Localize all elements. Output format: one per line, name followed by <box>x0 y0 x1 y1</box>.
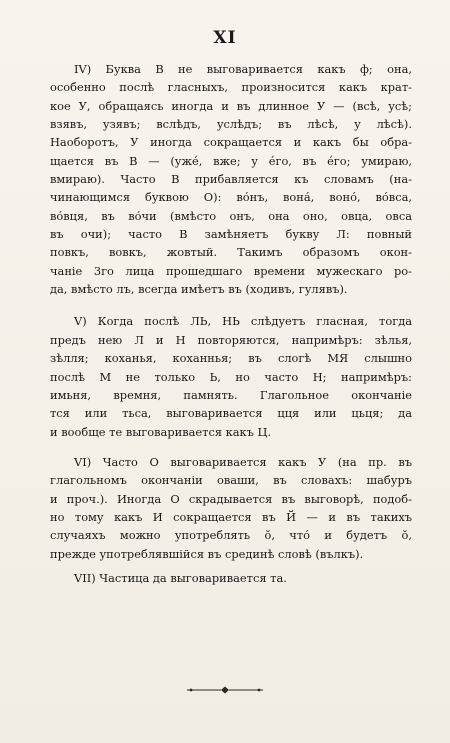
text-line: Наоборотъ, У иногда сокращается и какъ бы обра- <box>50 135 412 150</box>
text-line: да, вмѣсто лъ, всегда имѣетъ въ (ходивъ, гулявъ). <box>50 282 348 297</box>
text-line: прежде употреблявшійся въ срединѣ словѣ (вълкъ). <box>50 546 364 561</box>
page-body <box>50 60 412 587</box>
text-line: въ очи); часто В замѣняетъ букву Л: повный <box>50 227 412 242</box>
text-line: тся или тьса, выговаривается цця или цьця; да <box>50 406 412 421</box>
text-line: и проч.). Иногда О скрадывается въ выговорѣ, подоб- <box>50 491 412 506</box>
text-line: во́вця, въ во́чи (вмѣсто онъ, она оно, овца, овса <box>50 208 412 223</box>
text-line: послѣ М не только Ь, но часто Н; напримѣръ: <box>50 369 412 384</box>
text-line: и вообще те выговаривается какъ Ц. <box>50 424 272 439</box>
text-line: имьня, времня, памнять. Глагольное окончаніе <box>50 387 412 402</box>
text-line: вмираю). Часто В прибавляется къ словамъ (на- <box>50 172 412 187</box>
text-line: чаніе 3го лица прошедшаго времени мужескаго ро- <box>50 263 412 278</box>
text-line: VII) Частица да выговаривается та. <box>74 570 287 585</box>
text-line: кое У, обращаясь иногда и въ длинное У — (всѣ, усѣ; <box>50 98 412 113</box>
ornament-divider-icon <box>185 686 265 694</box>
text-line: случаяхъ можно употреблять ŏ, что́ и будетъ ŏ, <box>50 528 412 543</box>
text-line: взявъ, узявъ; вслѣдъ, услѣдъ; въ лѣсѣ, у лѣсѣ). <box>50 117 412 132</box>
text-line: щается въ В — (ужé, вже; у éго, въ éго; умираю, <box>50 153 412 168</box>
paragraph-v <box>50 312 412 440</box>
text-line: V) Когда послѣ ЛЬ, НЬ слѣдуетъ гласная, тогда <box>74 314 412 329</box>
text-line: повкъ, вовкъ, жовтый. Такимъ образомъ окон- <box>50 245 412 260</box>
text-line: зѣлля; коханья, коханнья; въ слогѣ МЯ слышно <box>50 351 412 366</box>
text-line: предъ нею Л и Н повторяются, напримѣръ: зѣлья, <box>50 332 412 347</box>
paragraph-gap <box>50 441 412 453</box>
text-line: глагольномъ окончаніи оваши, въ словахъ: шабуръ <box>50 473 412 488</box>
text-line: IV) Буква В не выговаривается какъ ф; она, <box>74 62 412 76</box>
paragraph-vi <box>50 453 412 563</box>
paragraph-vii <box>50 569 412 587</box>
paragraph-iv <box>50 60 412 298</box>
paragraph-gap <box>50 298 412 312</box>
text-line: но тому какъ И сокращается въ Й — и въ такихъ <box>50 509 412 524</box>
page-number: XI <box>213 28 237 48</box>
text-line: VI) Часто О выговаривается какъ У (на пр. въ <box>74 454 412 469</box>
text-line: особенно послѣ гласныхъ, произносится какъ крат- <box>50 80 412 95</box>
text-line: чинающимся буквою О): во́нъ, вона́, воно́, во́вса, <box>50 190 412 205</box>
